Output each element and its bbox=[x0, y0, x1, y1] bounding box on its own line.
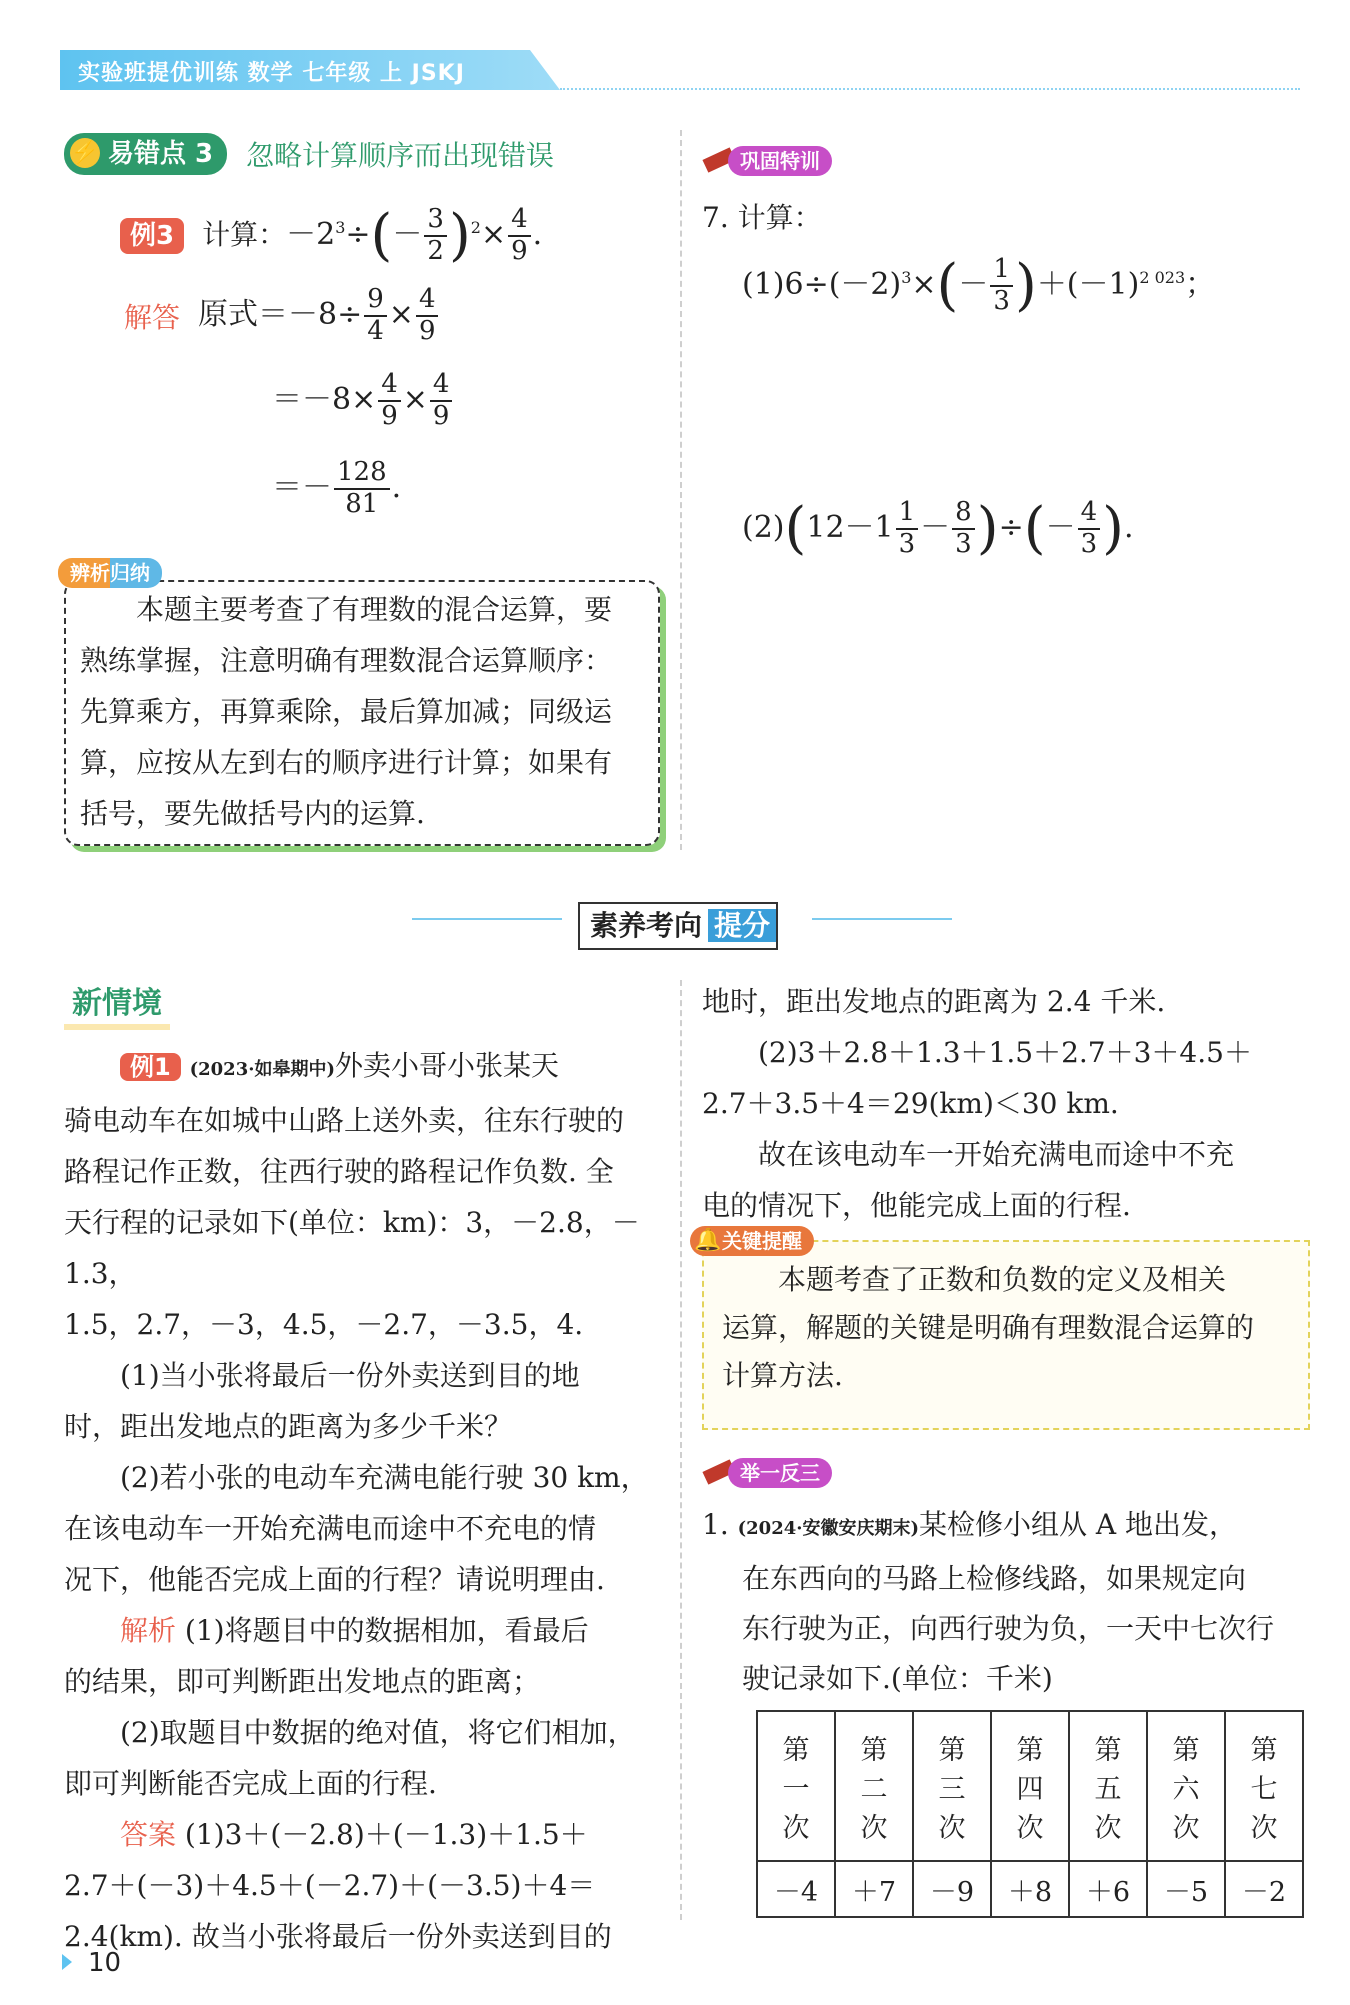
example3-problem bbox=[120, 202, 543, 268]
answer-line: 电的情况下，他能完成上面的行程. bbox=[702, 1189, 1131, 1222]
key-line: 运算，解题的关键是明确有理数混合运算的 bbox=[722, 1311, 1255, 1344]
answer-step3: ＝－ $\frac{128}{81}$ . bbox=[272, 457, 402, 519]
drive-record-table bbox=[756, 1710, 1304, 1918]
q7-title: 7. 计算： bbox=[702, 201, 822, 234]
table-header-cell: 第 二 次 bbox=[835, 1711, 913, 1861]
answer-line1 bbox=[64, 1809, 664, 1860]
table-header-cell: 第 一 次 bbox=[757, 1711, 835, 1861]
answer-text: (1)3＋(－2.8)＋(－1.3)＋1.5＋ bbox=[184, 1818, 588, 1851]
answer-step2: ＝－8× $\frac{4}{9}$ × $\frac{4}{9}$ bbox=[272, 370, 454, 432]
table-header-cell: 第 五 次 bbox=[1069, 1711, 1147, 1861]
analysis-text bbox=[80, 584, 650, 839]
example1-line: 路程记作正数，往西行驶的路程记作负数. 全 bbox=[64, 1155, 614, 1188]
analysis-tag: 辨析归纳 bbox=[58, 558, 162, 588]
example1-line-first bbox=[64, 1040, 664, 1095]
example1-line: 骑电动车在如城中山路上送外卖，往东行驶的 bbox=[64, 1104, 625, 1137]
table-header-cell: 第 三 次 bbox=[913, 1711, 991, 1861]
answer-line: (2)3＋2.8＋1.3＋1.5＋2.7＋3＋4.5＋ bbox=[758, 1036, 1252, 1069]
new-context-title: 新情境 bbox=[64, 978, 170, 1030]
q1-text: 某检修小组从 A 地出发， bbox=[919, 1508, 1238, 1541]
column-divider bbox=[680, 130, 682, 850]
table-cell: ＋7 bbox=[835, 1861, 913, 1917]
example1-block bbox=[64, 1040, 664, 1962]
answer-label: 答案 bbox=[120, 1818, 177, 1851]
header-divider bbox=[560, 88, 1300, 90]
q1-source: (2024·安徽安庆期末) bbox=[737, 1518, 920, 1539]
q2-line: (2)若小张的电动车充满电能行驶 30 km， bbox=[120, 1461, 649, 1494]
answer-line: 2.7＋3.5＋4＝29(km)＜30 km. bbox=[702, 1087, 1119, 1120]
answer-line: 2.4(km). 故当小张将最后一份外卖送到目的 bbox=[64, 1920, 612, 1953]
table-header-cell: 第 七 次 bbox=[1225, 1711, 1303, 1861]
table-cell: －9 bbox=[913, 1861, 991, 1917]
problem-prefix: 计算： bbox=[202, 217, 287, 251]
extend-q1-first bbox=[702, 1500, 1312, 1554]
q2-line: 况下，他能否完成上面的行程？请说明理由. bbox=[64, 1563, 605, 1596]
section-title-text: 素养考向 bbox=[590, 909, 703, 942]
analysis-label: 解析 bbox=[120, 1614, 177, 1647]
example3-expression: 计算：$-2^3\div(-$ $\frac{3}{2}$ )$^2$× $\frac{4}{9}$ . bbox=[202, 202, 543, 268]
table-cell: ＋8 bbox=[991, 1861, 1069, 1917]
table-cell: －2 bbox=[1225, 1861, 1303, 1917]
analysis-line: 先算乘方，再算乘除，最后算加减；同级运 bbox=[80, 695, 613, 728]
analysis-line1 bbox=[64, 1605, 664, 1656]
section-title-highlight: 提分 bbox=[708, 909, 776, 942]
extend-tag: 举一反三 bbox=[728, 1458, 832, 1488]
example1-line: 天行程的记录如下(单位：km)：3，－2.8，－1.3， bbox=[64, 1206, 640, 1290]
q7-1-label: (1) bbox=[742, 266, 785, 302]
tip-title: 忽略计算顺序而出现错误 bbox=[246, 139, 555, 172]
bell-icon: 🔔 bbox=[694, 1228, 722, 1253]
answer-line: 故在该电动车一开始充满电而途中不充 bbox=[758, 1138, 1235, 1171]
page-marker-icon bbox=[62, 1954, 72, 1970]
q1-line: 时，距出发地点的距离为多少千米？ bbox=[64, 1410, 513, 1443]
column-divider-lower bbox=[680, 980, 682, 1920]
table-cell: －5 bbox=[1147, 1861, 1225, 1917]
answer-label: 解答 bbox=[124, 300, 181, 334]
analysis-line: 本题主要考查了有理数的混合运算，要 bbox=[136, 593, 613, 626]
table-cell: －4 bbox=[757, 1861, 835, 1917]
table-header-cell: 第 六 次 bbox=[1147, 1711, 1225, 1861]
answer-start: 原式＝ bbox=[198, 296, 289, 332]
analysis-line: 即可判断能否完成上面的行程. bbox=[64, 1767, 437, 1800]
q1-line: (1)当小张将最后一份外卖送到目的地 bbox=[120, 1359, 580, 1392]
q7-part2: (2)(12－1 $\frac{1}{3}$ － $\frac{8}{3}$ )÷(－ $\frac{4}{3}$ ). bbox=[742, 495, 1134, 561]
q1-line: 驶记录如下.(单位：千米) bbox=[742, 1662, 1053, 1695]
analysis-text: (1)将题目中的数据相加，看最后 bbox=[184, 1614, 589, 1647]
practice-tag: 巩固特训 bbox=[728, 146, 832, 176]
key-line: 本题考查了正数和负数的定义及相关 bbox=[778, 1263, 1227, 1296]
table-header-cell: 第 四 次 bbox=[991, 1711, 1069, 1861]
example1-source: (2023·如皋期中) bbox=[189, 1059, 336, 1080]
analysis-line: (2)取题目中数据的绝对值，将它们相加， bbox=[120, 1716, 636, 1749]
q7-part1: $(1)6\div(-2)^3\times(-$ $\frac{1}{3}$ )$+(-1)^{2 023}$； bbox=[742, 252, 1216, 318]
answer-line: 2.7＋(－3)＋4.5＋(－2.7)＋(－3.5)＋4＝ bbox=[64, 1869, 596, 1902]
q7-2-label: (2) bbox=[742, 509, 785, 545]
key-reminder-tag: 关键提醒 bbox=[690, 1226, 814, 1256]
key-reminder-text bbox=[722, 1256, 1302, 1400]
result-denominator: 81 bbox=[345, 488, 379, 519]
header-title: 实验班提优训练 数学 七年级 上 JSKJ bbox=[78, 61, 465, 86]
analysis-line: 算，应按从左到右的顺序进行计算；如果有 bbox=[80, 746, 613, 779]
answer-line: 地时，距出发地点的距离为 2.4 千米. bbox=[702, 985, 1166, 1018]
example1-badge: 例1 bbox=[120, 1053, 181, 1081]
example1-line: 1.5，2.7，－3，4.5，－2.7，－3.5，4. bbox=[64, 1308, 584, 1341]
result-numerator: 128 bbox=[334, 458, 390, 490]
tip-badge: 易错点 3 bbox=[64, 133, 227, 175]
q1-line: 在东西向的马路上检修线路，如果规定向 bbox=[742, 1562, 1247, 1595]
answer-step1: 原式＝－8÷ $\frac{9}{4}$ × $\frac{4}{9}$ bbox=[198, 285, 440, 347]
example1-text: 外卖小哥小张某天 bbox=[335, 1049, 560, 1082]
page-number: 10 bbox=[88, 1948, 122, 1978]
analysis-line: 熟练掌握，注意明确有理数混合运算顺序： bbox=[80, 644, 613, 677]
table-cell: ＋6 bbox=[1069, 1861, 1147, 1917]
example1-answer-continued bbox=[702, 976, 1312, 1231]
section-title bbox=[578, 902, 778, 950]
lightning-icon: ⚡ bbox=[70, 138, 100, 168]
q1-line: 东行驶为正，向西行驶为负，一天中七次行 bbox=[742, 1612, 1275, 1645]
extend-q1 bbox=[702, 1500, 1312, 1704]
q1-number: 1. bbox=[702, 1508, 729, 1541]
q2-line: 在该电动车一开始充满电而途中不充电的情 bbox=[64, 1512, 597, 1545]
example3-answer-line1 bbox=[124, 285, 440, 347]
section-line-left bbox=[412, 918, 562, 920]
section-line-right bbox=[812, 918, 952, 920]
example3-badge: 例3 bbox=[120, 218, 184, 254]
analysis-line: 的结果，即可判断距出发地点的距离； bbox=[64, 1665, 541, 1698]
analysis-line: 括号，要先做括号内的运算. bbox=[80, 797, 425, 830]
key-line: 计算方法. bbox=[722, 1359, 843, 1392]
